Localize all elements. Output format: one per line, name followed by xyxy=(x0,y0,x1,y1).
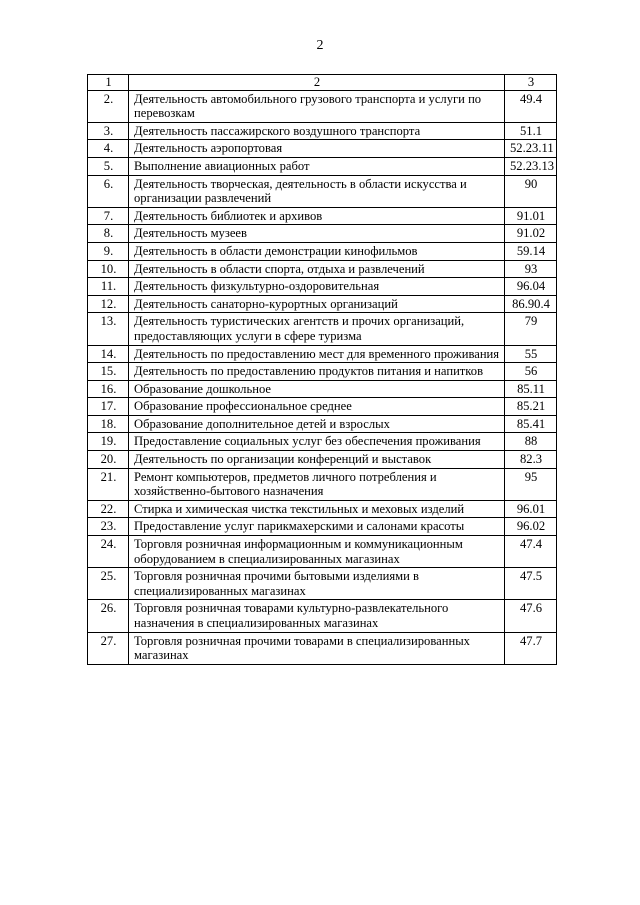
table-row xyxy=(88,260,557,278)
row-number-cell: 21. xyxy=(88,468,129,500)
row-number-cell: 11. xyxy=(88,278,129,296)
table-row xyxy=(88,536,557,568)
row-code-cell: 47.7 xyxy=(505,632,557,664)
page-number: 2 xyxy=(316,38,324,53)
row-number-cell: 20. xyxy=(88,451,129,469)
row-number-cell: 14. xyxy=(88,345,129,363)
row-number-cell: 7. xyxy=(88,207,129,225)
table-row xyxy=(88,90,557,122)
row-code-cell: 85.21 xyxy=(505,398,557,416)
row-number-cell: 24. xyxy=(88,536,129,568)
row-number-cell: 9. xyxy=(88,242,129,260)
row-description-cell: Деятельность пассажирского воздушного транспорта xyxy=(129,122,505,140)
row-code-cell: 79 xyxy=(505,313,557,345)
row-code-cell: 51.1 xyxy=(505,122,557,140)
row-description-cell: Предоставление социальных услуг без обеспечения проживания xyxy=(129,433,505,451)
table-row xyxy=(88,380,557,398)
table-row xyxy=(88,433,557,451)
table-row xyxy=(88,632,557,664)
row-code-cell: 56 xyxy=(505,363,557,381)
row-number-cell: 27. xyxy=(88,632,129,664)
row-description-cell: Торговля розничная товарами культурно-развлекательного назначения в специализированных магазинах xyxy=(129,600,505,632)
row-code-cell: 85.11 xyxy=(505,380,557,398)
row-description-cell: Деятельность по предоставлению продуктов питания и напитков xyxy=(129,363,505,381)
table-header-row xyxy=(88,75,557,91)
row-description-cell: Образование дополнительное детей и взрослых xyxy=(129,415,505,433)
row-number-cell: 8. xyxy=(88,225,129,243)
row-number-cell: 19. xyxy=(88,433,129,451)
row-number-cell: 13. xyxy=(88,313,129,345)
row-number-cell: 16. xyxy=(88,380,129,398)
table-row xyxy=(88,313,557,345)
row-description-cell: Деятельность в области демонстрации кинофильмов xyxy=(129,242,505,260)
row-code-cell: 52.23.13 xyxy=(505,157,557,175)
row-number-cell: 23. xyxy=(88,518,129,536)
row-description-cell: Деятельность автомобильного грузового транспорта и услуги по перевозкам xyxy=(129,90,505,122)
table-row xyxy=(88,242,557,260)
row-number-cell: 3. xyxy=(88,122,129,140)
row-code-cell: 90 xyxy=(505,175,557,207)
row-description-cell: Деятельность аэропортовая xyxy=(129,140,505,158)
row-code-cell: 82.3 xyxy=(505,451,557,469)
table-row xyxy=(88,225,557,243)
row-description-cell: Деятельность библиотек и архивов xyxy=(129,207,505,225)
table-row xyxy=(88,140,557,158)
row-code-cell: 86.90.4 xyxy=(505,295,557,313)
row-number-cell: 18. xyxy=(88,415,129,433)
table-row xyxy=(88,415,557,433)
row-number-cell: 26. xyxy=(88,600,129,632)
table-row xyxy=(88,568,557,600)
table-row xyxy=(88,175,557,207)
row-description-cell: Торговля розничная прочими бытовыми изделиями в специализированных магазинах xyxy=(129,568,505,600)
table-row xyxy=(88,451,557,469)
row-number-cell: 15. xyxy=(88,363,129,381)
row-description-cell: Деятельность музеев xyxy=(129,225,505,243)
row-code-cell: 96.04 xyxy=(505,278,557,296)
table-row xyxy=(88,363,557,381)
row-number-cell: 17. xyxy=(88,398,129,416)
row-number-cell: 12. xyxy=(88,295,129,313)
row-description-cell: Стирка и химическая чистка текстильных и меховых изделий xyxy=(129,500,505,518)
header-cell-description: 2 xyxy=(129,75,505,91)
row-code-cell: 91.02 xyxy=(505,225,557,243)
row-description-cell: Образование дошкольное xyxy=(129,380,505,398)
row-description-cell: Деятельность санаторно-курортных организаций xyxy=(129,295,505,313)
table-row xyxy=(88,398,557,416)
table-row xyxy=(88,207,557,225)
row-code-cell: 47.5 xyxy=(505,568,557,600)
row-code-cell: 52.23.11 xyxy=(505,140,557,158)
header-cell-code: 3 xyxy=(505,75,557,91)
table-row xyxy=(88,122,557,140)
table-row xyxy=(88,468,557,500)
row-description-cell: Торговля розничная прочими товарами в специализированных магазинах xyxy=(129,632,505,664)
row-code-cell: 85.41 xyxy=(505,415,557,433)
table-row xyxy=(88,518,557,536)
row-code-cell: 91.01 xyxy=(505,207,557,225)
row-number-cell: 5. xyxy=(88,157,129,175)
activity-code-table xyxy=(87,74,557,665)
row-code-cell: 49.4 xyxy=(505,90,557,122)
row-description-cell: Ремонт компьютеров, предметов личного потребления и хозяйственно-бытового назначения xyxy=(129,468,505,500)
header-cell-number: 1 xyxy=(88,75,129,91)
row-description-cell: Предоставление услуг парикмахерскими и салонами красоты xyxy=(129,518,505,536)
row-number-cell: 4. xyxy=(88,140,129,158)
row-number-cell: 10. xyxy=(88,260,129,278)
table-row xyxy=(88,278,557,296)
row-number-cell: 2. xyxy=(88,90,129,122)
row-description-cell: Деятельность физкультурно-оздоровительная xyxy=(129,278,505,296)
table-row xyxy=(88,295,557,313)
row-code-cell: 96.01 xyxy=(505,500,557,518)
row-description-cell: Деятельность по предоставлению мест для временного проживания xyxy=(129,345,505,363)
row-code-cell: 88 xyxy=(505,433,557,451)
table-row xyxy=(88,345,557,363)
row-number-cell: 6. xyxy=(88,175,129,207)
row-code-cell: 47.6 xyxy=(505,600,557,632)
row-code-cell: 47.4 xyxy=(505,536,557,568)
row-number-cell: 22. xyxy=(88,500,129,518)
row-description-cell: Образование профессиональное среднее xyxy=(129,398,505,416)
table-row xyxy=(88,600,557,632)
row-description-cell: Деятельность туристических агентств и прочих организаций, предоставляющих услуги в сфере туризма xyxy=(129,313,505,345)
row-description-cell: Торговля розничная информационным и коммуникационным оборудованием в специализированных магазинах xyxy=(129,536,505,568)
table-row xyxy=(88,157,557,175)
row-code-cell: 55 xyxy=(505,345,557,363)
row-description-cell: Выполнение авиационных работ xyxy=(129,157,505,175)
row-code-cell: 95 xyxy=(505,468,557,500)
row-description-cell: Деятельность творческая, деятельность в области искусства и организации развлечений xyxy=(129,175,505,207)
row-number-cell: 25. xyxy=(88,568,129,600)
row-description-cell: Деятельность в области спорта, отдыха и развлечений xyxy=(129,260,505,278)
table-row xyxy=(88,500,557,518)
row-code-cell: 59.14 xyxy=(505,242,557,260)
row-description-cell: Деятельность по организации конференций и выставок xyxy=(129,451,505,469)
row-code-cell: 96.02 xyxy=(505,518,557,536)
row-code-cell: 93 xyxy=(505,260,557,278)
